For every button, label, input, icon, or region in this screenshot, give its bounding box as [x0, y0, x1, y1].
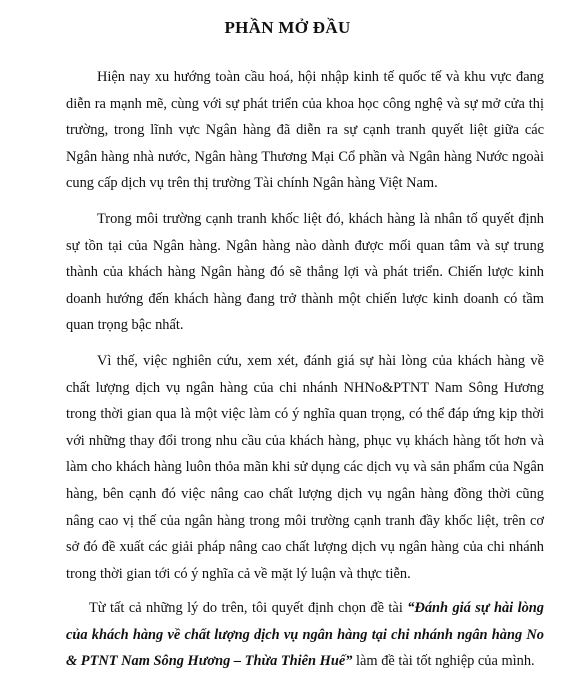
paragraph-competition: Trong môi trường cạnh tranh khốc liệt đó, khách hàng là nhân tố quyết định sự tồn tại của Ngân hàng. Ngân hàng nào dành được mối quan tâm và sự trung thành của khách hàng Ngân hàng đó sẽ thắng lợi và phát triển. Chiến lược kinh doanh hướng đến khách hàng đang trở thành một chiến lược kinh doanh có tầm quan trọng bậc nhất.: [66, 211, 544, 334]
topic-lead-text: Từ tất cả những lý do trên, tôi quyết định chọn đề tài: [89, 600, 408, 616]
page-title: PHẦN MỞ ĐẦU: [224, 18, 351, 37]
paragraph-intro: Hiện nay xu hướng toàn cầu hoá, hội nhập kinh tế quốc tế và khu vực đang diễn ra mạnh mẽ, cùng với sự phát triển của khoa học công nghệ và sự mở cửa thị trường, trong lĩnh vực Ngân hàng đã diễn ra sự cạnh tranh quyết liệt giữa các Ngân hàng nhà nước, Ngân hàng Thương Mại Cổ phần và Ngân hàng Nước ngoài cung cấp dịch vụ trên thị trường Tài chính Ngân hàng Việt Nam.: [66, 69, 544, 192]
paragraph-topic-choice: [66, 595, 544, 675]
thesis-topic-title: “Đánh giá sự hài lòng của khách hàng về chất lượng dịch vụ ngân hàng tại chi nhánh ngân hàng No & PTNT Nam Sông Hương – Thừa Thiên Huế”: [66, 600, 544, 670]
topic-tail-text: làm đề tài tốt nghiệp của mình.: [352, 653, 535, 670]
paragraph-research-rationale: Vì thế, việc nghiên cứu, xem xét, đánh giá sự hài lòng của khách hàng về chất lượng dịch vụ ngân hàng của chi nhánh NHNo&PTNT Nam Sông Hương trong thời gian qua là một việc làm có ý nghĩa quan trọng, có thể đáp ứng kịp thời với những thay đổi trong nhu cầu của khách hàng, phục vụ khách hàng tốt hơn và làm cho khách hàng luôn thỏa mãn khi sử dụng các dịch vụ và sản phẩm của Ngân hàng, bên cạnh đó việc nâng cao chất lượng dịch vụ ngân hàng đồng thời cũng nâng cao vị thế của ngân hàng trong môi trường cạnh tranh đầy khốc liệt, trên cơ sở đó đề xuất các giải pháp nâng cao chất lượng dịch vụ ngân hàng của chi nhánh trong thời gian tới có ý nghĩa cả về mặt lý luận và thực tiễn.: [66, 353, 544, 582]
